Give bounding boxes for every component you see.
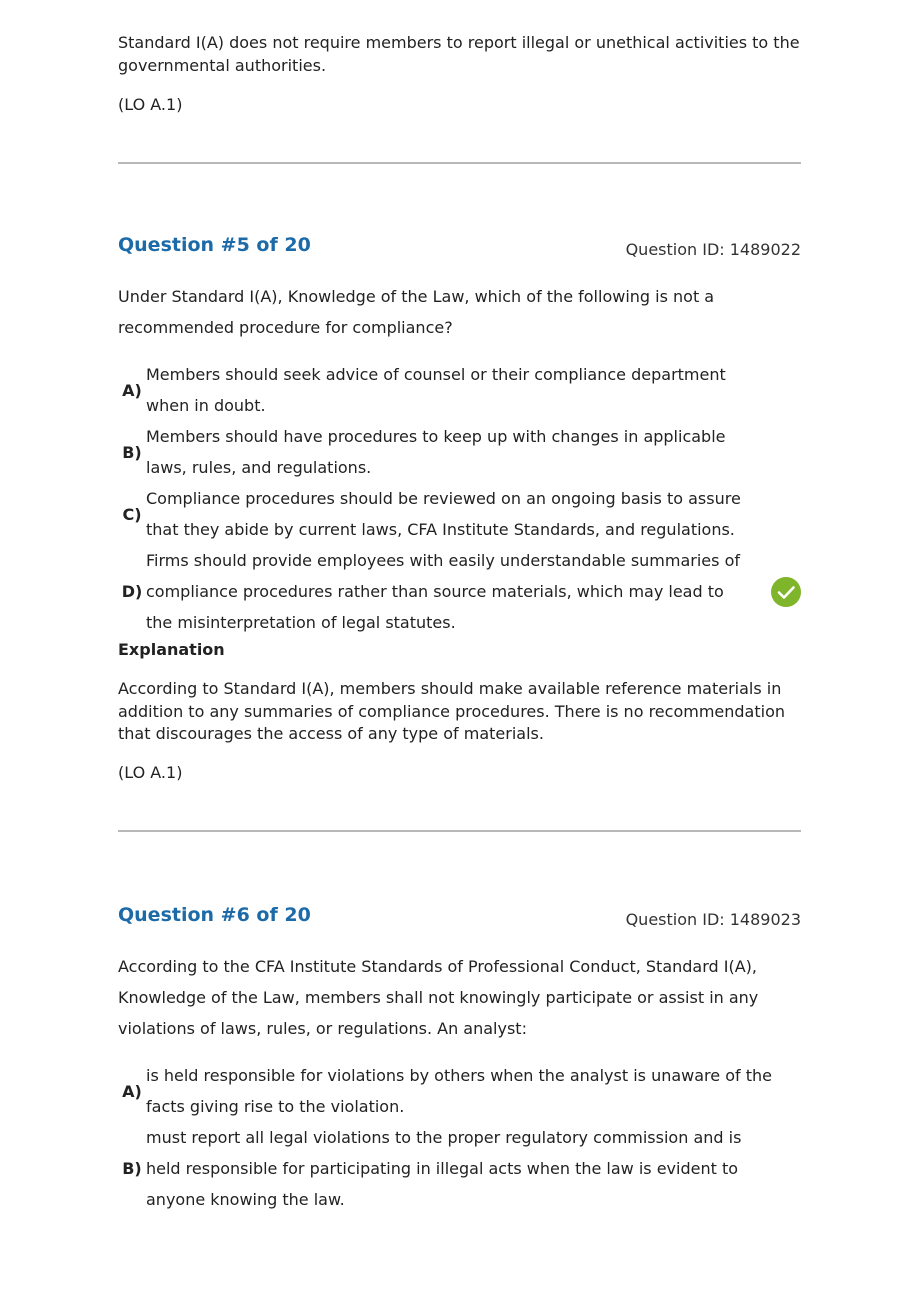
- section-divider: [118, 162, 801, 164]
- option-letter: B): [122, 1159, 142, 1178]
- answer-option-c[interactable]: [118, 483, 801, 545]
- answer-option-b[interactable]: [118, 1122, 801, 1215]
- question-id: Question ID: 1489022: [625, 240, 801, 259]
- section-divider: [118, 830, 801, 832]
- option-letter: A): [122, 1081, 142, 1101]
- question-title: Question #6 of 20: [118, 904, 311, 926]
- option-text: Compliance procedures should be reviewed on an ongoing basis to assure that they abide by current laws, CFA Institute Standards, and regulations.: [146, 489, 741, 539]
- previous-explanation-text: Standard I(A) does not require members to report illegal or unethical activities to the governmental authorities.: [118, 33, 800, 75]
- answer-option-b[interactable]: [118, 421, 801, 483]
- correct-answer-check-icon: [771, 577, 801, 607]
- answer-option-a[interactable]: [118, 1060, 801, 1122]
- explanation-text: According to Standard I(A), members should make available reference materials in addition to any summaries of compliance procedures. There is no recommendation that discourages the access of any type of materials.: [118, 679, 785, 743]
- option-text: is held responsible for violations by others when the analyst is unaware of the facts giving rise to the violation.: [146, 1066, 772, 1116]
- option-letter: A): [122, 380, 142, 400]
- question-title: Question #5 of 20: [118, 234, 311, 256]
- learning-outcome-ref: (LO A.1): [118, 763, 183, 782]
- option-letter: B): [122, 442, 142, 462]
- question-stem: According to the CFA Institute Standards of Professional Conduct, Standard I(A), Knowledge of the Law, members shall not knowingly participate or assist in any violations of laws, rules, or regulations. An analyst:: [118, 957, 759, 1038]
- explanation-heading: Explanation: [118, 640, 225, 659]
- option-text: Members should seek advice of counsel or their compliance department when in doubt.: [146, 365, 726, 415]
- option-text: must report all legal violations to the proper regulatory commission and is held responsible for participating in illegal acts when the law is evident to anyone knowing the law.: [146, 1128, 742, 1209]
- option-letter: D): [121, 582, 143, 601]
- answer-option-a[interactable]: [118, 359, 801, 421]
- option-letter: C): [122, 504, 142, 524]
- option-text: Members should have procedures to keep up with changes in applicable laws, rules, and regulations.: [146, 427, 726, 477]
- question-stem: Under Standard I(A), Knowledge of the Law, which of the following is not a recommended procedure for compliance?: [118, 287, 715, 337]
- option-text: Firms should provide employees with easily understandable summaries of compliance procedures rather than source materials, which may lead to the misinterpretation of legal statutes.: [146, 551, 740, 632]
- question-id: Question ID: 1489023: [625, 910, 801, 929]
- answer-option-d[interactable]: [118, 545, 801, 638]
- learning-outcome-ref: (LO A.1): [118, 95, 183, 114]
